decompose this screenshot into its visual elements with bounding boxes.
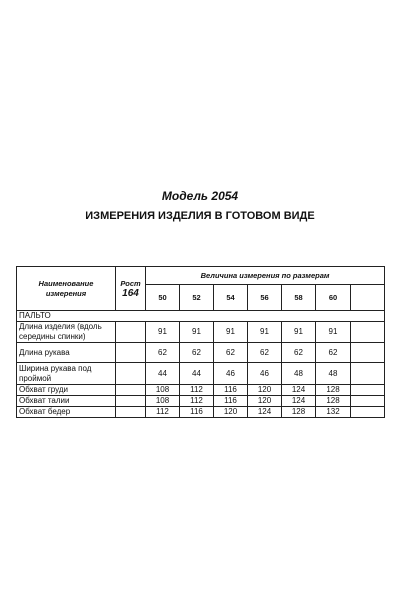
- size-header: 54: [214, 285, 248, 311]
- value-cell: [351, 385, 385, 396]
- value-cell: 91: [146, 322, 180, 343]
- size-header: [351, 285, 385, 311]
- size-header: 52: [180, 285, 214, 311]
- value-cell: [351, 407, 385, 418]
- section-label: ПАЛЬТО: [17, 311, 385, 322]
- value-cell: 116: [214, 396, 248, 407]
- value-cell: 91: [248, 322, 282, 343]
- value-cell: 124: [282, 385, 316, 396]
- height-cell: [116, 396, 146, 407]
- model-title: Модель 2054: [161, 189, 239, 203]
- height-cell: [116, 343, 146, 363]
- value-cell: [351, 343, 385, 363]
- value-cell: 132: [316, 407, 351, 418]
- value-cell: 62: [248, 343, 282, 363]
- size-header: 50: [146, 285, 180, 311]
- value-cell: 116: [180, 407, 214, 418]
- measurements-table: [16, 266, 385, 418]
- table-row: [17, 343, 385, 363]
- height-cell: [116, 407, 146, 418]
- size-header: 58: [282, 285, 316, 311]
- height-cell: [116, 322, 146, 343]
- value-cell: 91: [316, 322, 351, 343]
- value-cell: 62: [316, 343, 351, 363]
- value-cell: 62: [282, 343, 316, 363]
- size-header: 60: [316, 285, 351, 311]
- height-label: Рост: [120, 278, 141, 288]
- value-cell: 112: [180, 396, 214, 407]
- value-cell: [351, 363, 385, 385]
- value-cell: 91: [282, 322, 316, 343]
- value-cell: [351, 322, 385, 343]
- document-title: ИЗМЕРЕНИЯ ИЗДЕЛИЯ В ГОТОВОМ ВИДЕ: [85, 210, 315, 222]
- value-cell: 120: [248, 396, 282, 407]
- value-cell: 62: [146, 343, 180, 363]
- value-cell: 112: [180, 385, 214, 396]
- height-value: 164: [122, 287, 139, 299]
- value-cell: 128: [316, 385, 351, 396]
- value-cell: 112: [146, 407, 180, 418]
- value-cell: 62: [180, 343, 214, 363]
- value-cell: 48: [282, 363, 316, 385]
- size-header: 56: [248, 285, 282, 311]
- value-cell: 46: [214, 363, 248, 385]
- value-cell: 44: [146, 363, 180, 385]
- value-cell: 128: [316, 396, 351, 407]
- value-cell: 108: [146, 396, 180, 407]
- value-cell: 124: [282, 396, 316, 407]
- measurement-name: Обхват груди: [17, 385, 116, 396]
- value-cell: 44: [180, 363, 214, 385]
- value-cell: 91: [214, 322, 248, 343]
- name-column-header: Наименование измерения: [17, 267, 116, 311]
- measurement-name: Длина рукава: [17, 343, 116, 363]
- value-cell: 120: [248, 385, 282, 396]
- value-cell: 46: [248, 363, 282, 385]
- measurement-name: Длина изделия (вдоль середины спинки): [17, 322, 116, 343]
- table-row: [17, 363, 385, 385]
- height-cell: [116, 363, 146, 385]
- table-row: [17, 385, 385, 396]
- value-cell: 116: [214, 385, 248, 396]
- value-cell: 128: [282, 407, 316, 418]
- value-cell: 48: [316, 363, 351, 385]
- value-cell: [351, 396, 385, 407]
- value-cell: 62: [214, 343, 248, 363]
- table-row: [17, 396, 385, 407]
- sizes-group-header: Величина измерения по размерам: [146, 267, 385, 285]
- value-cell: 108: [146, 385, 180, 396]
- table-row: [17, 322, 385, 343]
- table-row: [17, 407, 385, 418]
- measurement-name: Обхват талии: [17, 396, 116, 407]
- measurement-name: Ширина рукава под проймой: [17, 363, 116, 385]
- height-cell: [116, 385, 146, 396]
- value-cell: 124: [248, 407, 282, 418]
- measurement-name: Обхват бедер: [17, 407, 116, 418]
- height-column-header: [116, 267, 146, 311]
- value-cell: 120: [214, 407, 248, 418]
- value-cell: 91: [180, 322, 214, 343]
